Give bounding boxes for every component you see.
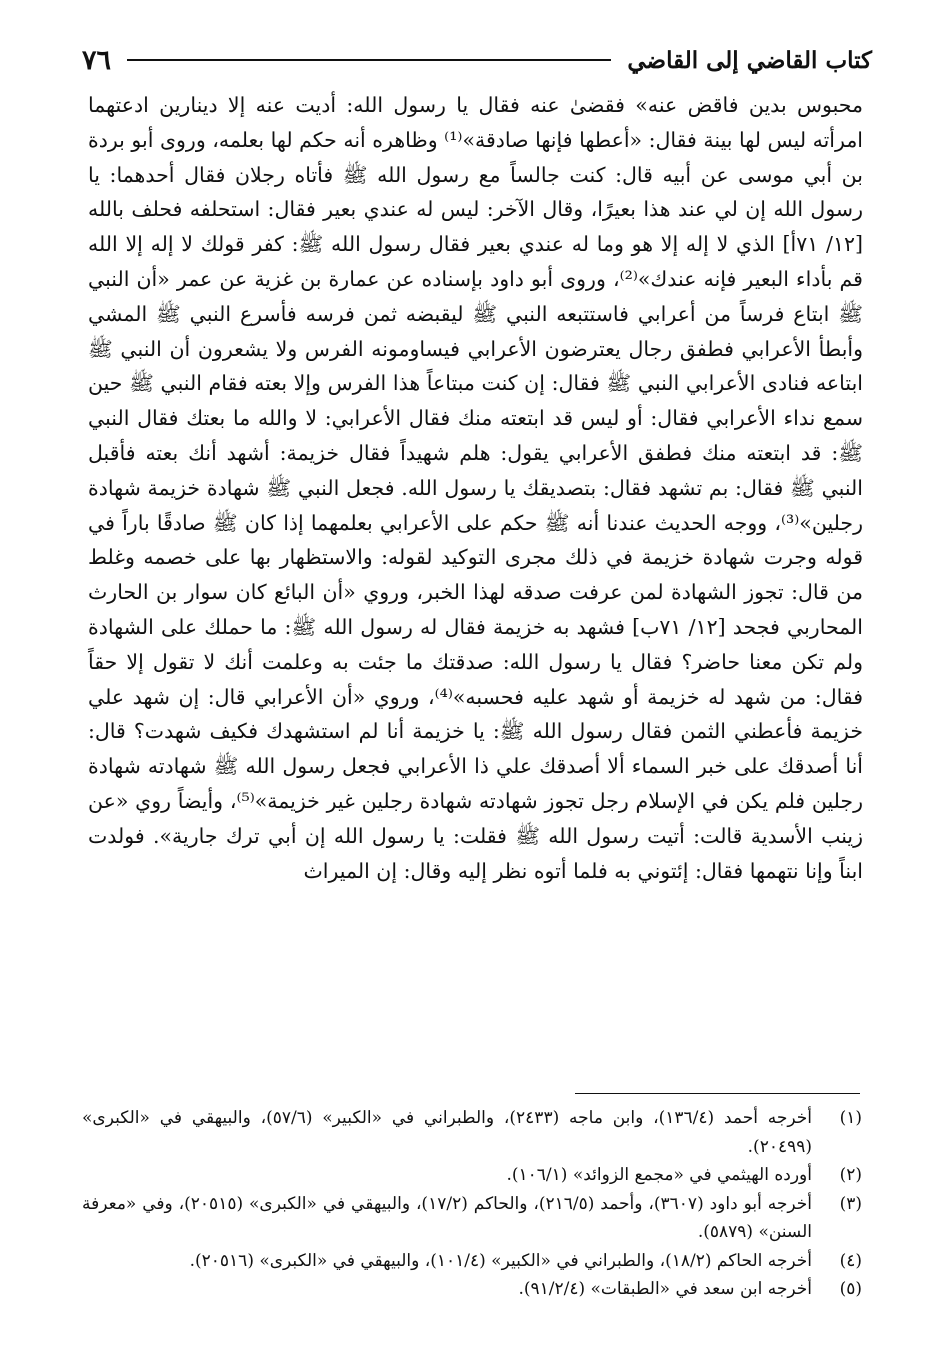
footnote-number: (٣) bbox=[839, 1193, 862, 1214]
footnote-item bbox=[82, 1275, 862, 1304]
footnote-text: أخرجه أبو داود (٣٦٠٧)، وأحمد (٢١٦/٥)، والحاكم (١٧/٢)، والبيهقي في «الكبرى» (٢٠٥١٥)، وفي «معرفة السنن» (٥٨٧٩). bbox=[82, 1193, 812, 1242]
body-paragraph: محبوس بدين فاقض عنه» فقضىٰ عنه فقال يا رسول الله: أديت عنه إلا دينارين ادعتهما امرأته ليس لها بينة فقال: «أعطها فإنها صادقة»⁽¹⁾ وظاهره أنه حكم لها بعلمه، وروى أبو بردة بن أبي موسى عن أبيه قال: كنت جالساً مع رسول الله ﷺ فأتاه رجلان فقال أحدهما: يا رسول الله إن لي عند هذا بعيرًا، وقال الآخر: ليس له عندي بعير فقال: استحلفه فحلف بالله [١٢/ ٧١أ] الذي لا إله إلا هو وما له عندي بعير فقال رسول الله ﷺ: كفر قولك لا إله إلا الله قم بأداء البعير فإنه عندك»⁽²⁾، وروى أبو داود بإسناده عن عمارة بن غزية عن عمر «أن النبي ﷺ ابتاع فرساً من أعرابي فاستتبعه النبي ﷺ ليقبضه ثمن فرسه فأسرع النبي ﷺ المشي وأبطأ الأعرابي فطفق رجال يعترضون الأعرابي فيساومونه الفرس ولا يشعرون أن النبي ﷺ ابتاعه فنادى الأعرابي النبي ﷺ فقال: إن كنت مبتاعاً هذا الفرس وإلا بعته فقام النبي ﷺ حين سمع نداء الأعرابي فقال: أو ليس قد ابتعته منك فقال الأعرابي: لا والله ما بعتك فقال النبي ﷺ: قد ابتعته منك فطفق الأعرابي يقول: هلم شهيداً فقال خزيمة: أشهد أنك بعته فأقبل النبي ﷺ فقال: بم تشهد فقال: بتصديقك يا رسول الله. فجعل النبي ﷺ شهادة خزيمة شهادة رجلين»⁽³⁾، ووجه الحديث عندنا أنه ﷺ حكم على الأعرابي بعلمهما إذا كان ﷺ صادقًا باراً في قوله وجرت شهادة خزيمة في ذلك مجرى التوكيد لقوله: والاستظهار بها على خصمه وغلط من قال: تجوز الشهادة لمن عرفت صدقه لهذا الخبر، وروي «أن البائع كان سوار بن الحارث المحاربي فجحد [١٢/ ٧١ب] فشهد به خزيمة فقال له رسول الله ﷺ: ما حملك على الشهادة ولم تكن معنا حاضر؟ فقال يا رسول الله: صدقتك ما جئت به وعلمت أنك لا تقول إلا حقاً فقال: من شهد له خزيمة أو شهد عليه فحسبه»⁽⁴⁾، وروي «أن الأعرابي قال: إن شهد علي خزيمة فأعطني الثمن فقال رسول الله ﷺ: يا خزيمة أنا لم استشهدك فكيف شهدت؟ قال: أنا أصدقك على خبر السماء ألا أصدقك علي ذا الأعرابي فجعل رسول الله ﷺ شهادته شهادة رجلين فلم يكن في الإسلام رجل تجوز شهادته شهادة رجلين غير خزيمة»⁽⁵⁾، وأيضاً روي «عن زينب الأسدية قالت: أتيت رسول الله ﷺ فقلت: يا رسول الله إن أبي ترك جارية». فولدت ابناً وإنا نتهمها فقال: إئتوني به فلما أتوه نظر إليه وقال: إن الميراث bbox=[88, 93, 864, 883]
running-title: كتاب القاضي إلى القاضي bbox=[627, 46, 872, 74]
footnote-number: (١) bbox=[839, 1108, 862, 1128]
page-header bbox=[82, 40, 872, 80]
footnote-text: أورده الهيثمي في «مجمع الزوائد» (١٠٦/١). bbox=[506, 1165, 812, 1185]
footnote-item bbox=[82, 1161, 862, 1190]
footnote-item bbox=[82, 1247, 862, 1276]
footnote-separator bbox=[575, 1093, 860, 1094]
footnotes bbox=[82, 1104, 862, 1304]
footnote-item bbox=[82, 1104, 862, 1161]
footnote-number: (٢) bbox=[839, 1165, 862, 1185]
header-rule bbox=[127, 59, 611, 61]
footnote-number: (٤) bbox=[839, 1250, 862, 1271]
page-number: ٧٦ bbox=[82, 44, 112, 76]
main-text bbox=[88, 88, 863, 888]
footnote-text: أخرجه الحاكم (١٨/٢)، والطبراني في «الكبير» (١٠١/٤)، والبيهقي في «الكبرى» (٢٠٥١٦). bbox=[189, 1250, 812, 1271]
footnote-item bbox=[82, 1190, 862, 1247]
footnote-number: (٥) bbox=[839, 1279, 862, 1299]
footnote-text: أخرجه ابن سعد في «الطبقات» (٩١/٢/٤). bbox=[518, 1279, 812, 1299]
footnote-text: أخرجه أحمد (١٣٦/٤)، وابن ماجه (٢٤٣٣)، والطبراني في «الكبير» (٥٧/٦)، والبيهقي في «الكبرى» (٢٠٤٩٩). bbox=[82, 1108, 812, 1157]
